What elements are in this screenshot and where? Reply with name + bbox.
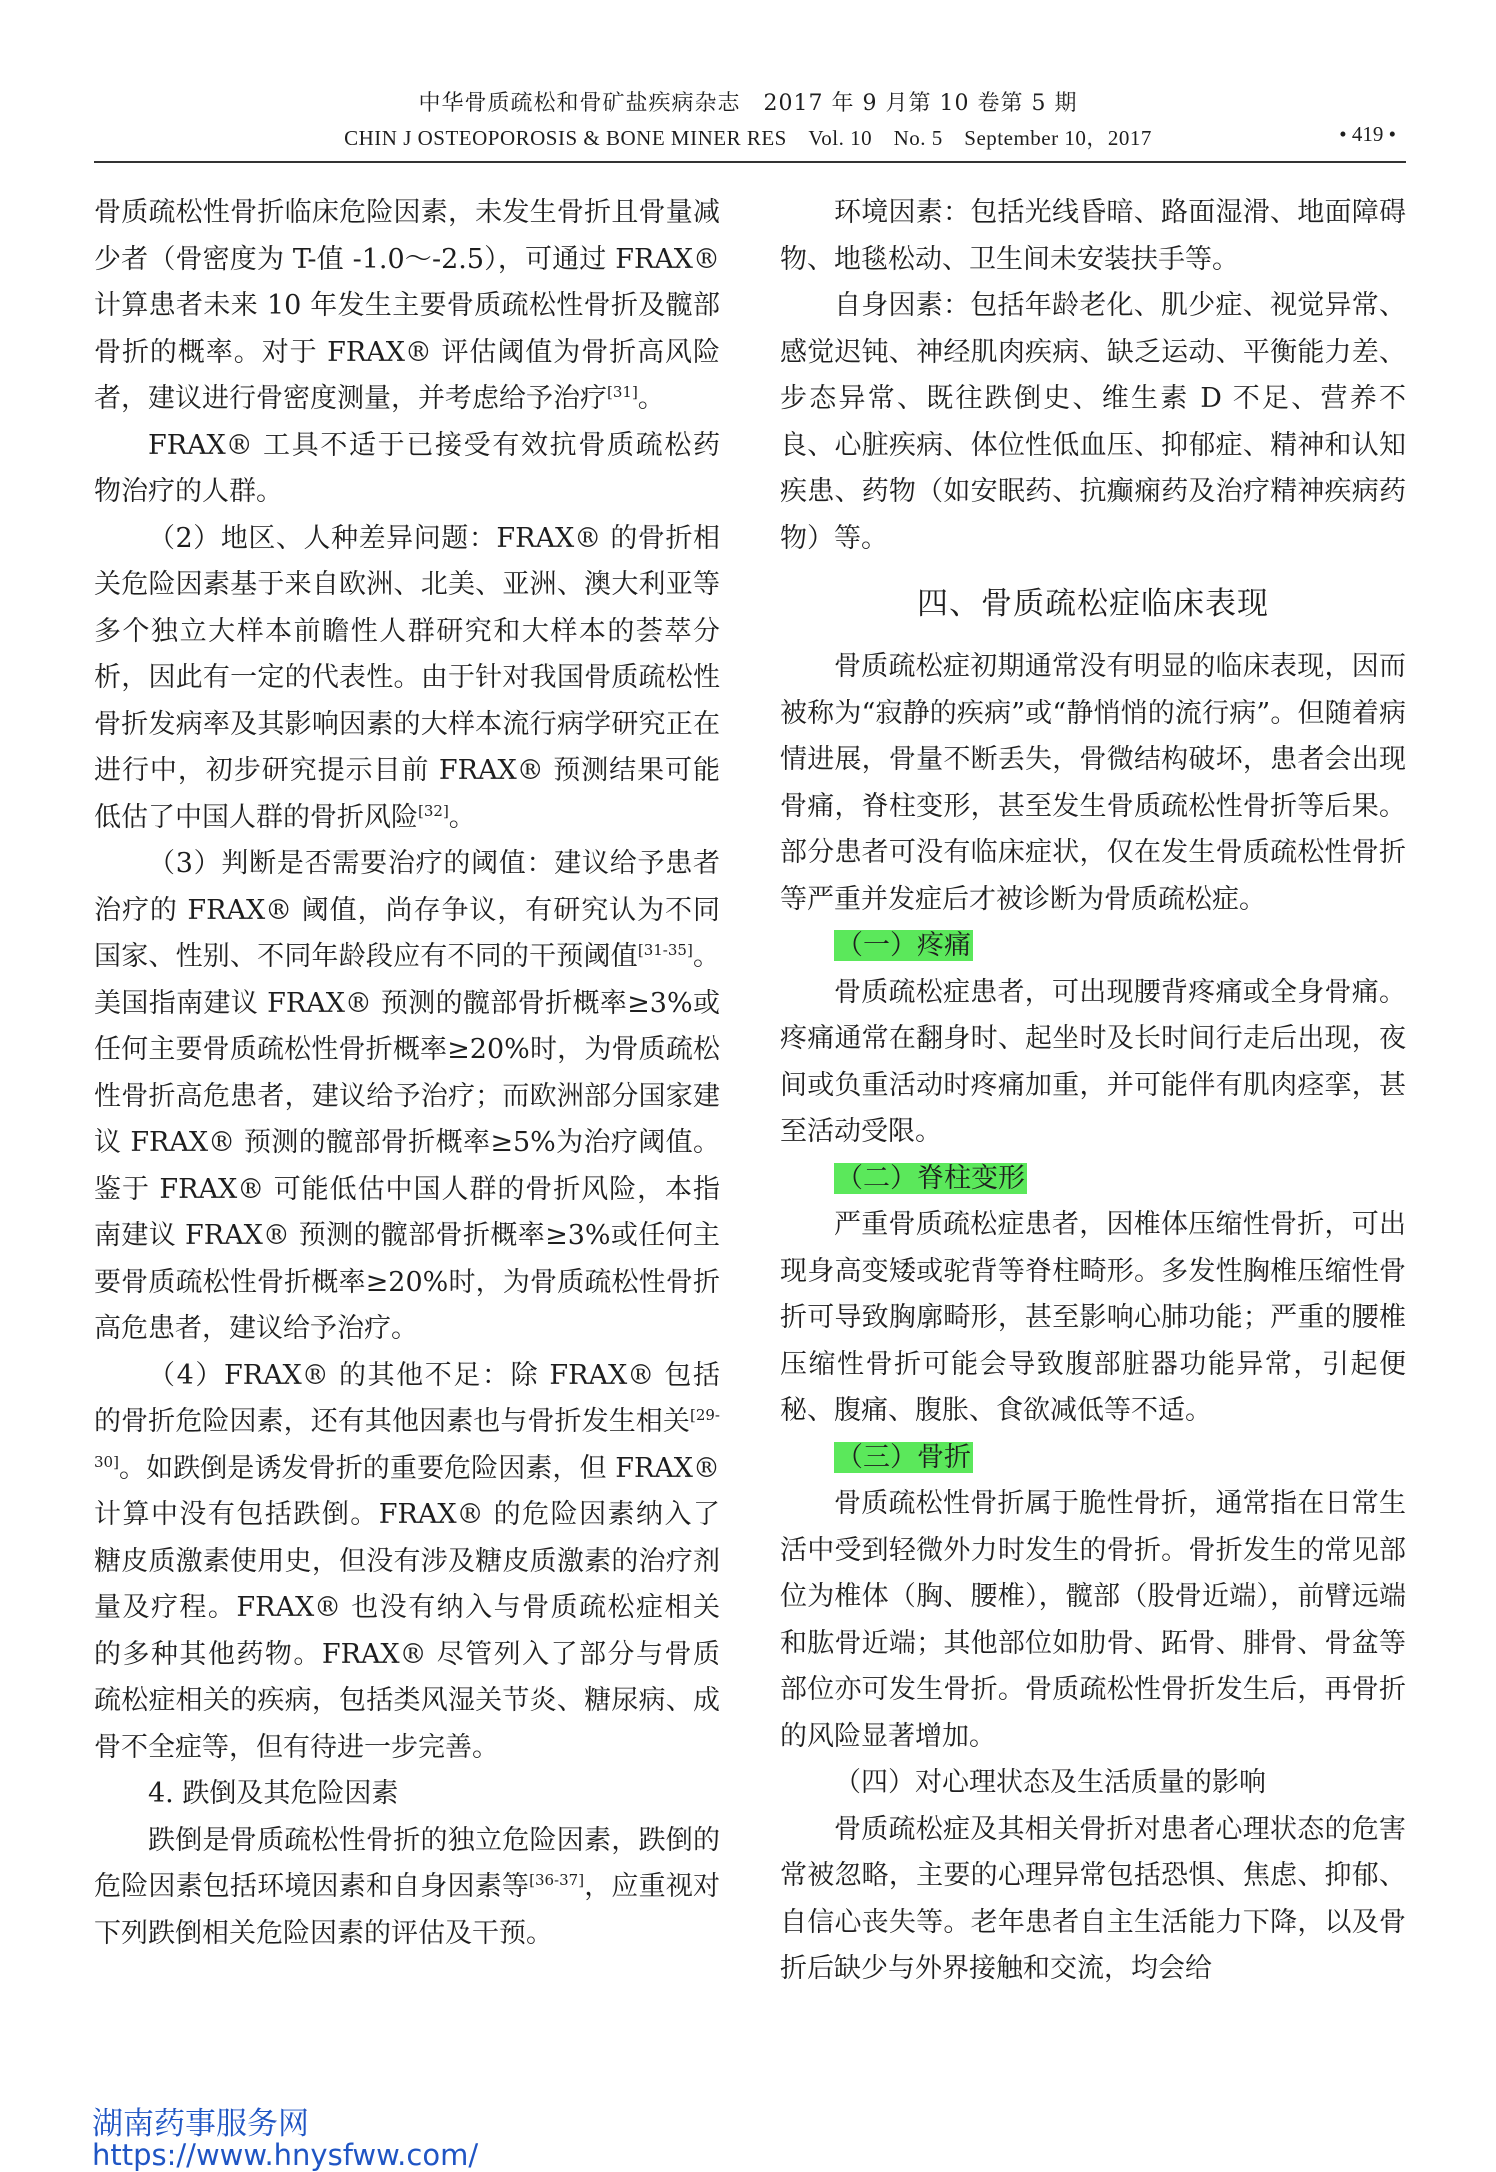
left-column [94, 190, 720, 1957]
journal-title-cn: 中华骨质疏松和骨矿盐疾病杂志 2017 年 9 月第 10 卷第 5 期 [418, 91, 1078, 116]
highlighted-heading: （一）疼痛 [836, 930, 971, 961]
paragraph: 骨质疏松性骨折属于脆性骨折，通常指在日常生活中受到轻微外力时发生的骨折。骨折发生的常见部位为椎体（胸、腰椎），髋部（股骨近端），前臂远端和肱骨近端；其他部位如肋骨、跖骨、腓骨、骨盆等部位亦可发生骨折。骨质疏松性骨折发生后，再骨折的风险显著增加。 [780, 1488, 1406, 1752]
citation: [36-37] [529, 1871, 585, 1889]
section-heading: 4. 跌倒及其危险因素 [148, 1778, 399, 1809]
paragraph-text: ，应重视对下列跌倒相关危险因素的评估及干预。 [94, 1871, 721, 1949]
highlighted-heading: （三）骨折 [836, 1441, 971, 1473]
paragraph-text: 。美国指南建议 FRAX® 预测的髋部骨折概率≥3%或任何主要骨质疏松性骨折概率≥20%时，为骨质疏松性骨折高危患者，建议给予治疗；而欧洲部分国家建议 FRAX® 预测的髋部骨折概率≥5%为治疗阈值。鉴于 FRAX® 可能低估中国人群的骨折风险，本指南建议 FRAX® 预测的髋部骨折概率≥3%或任何主要骨质疏松性骨折概率≥20%时，为骨质疏松性骨折高危患者，建议给予治疗。 [94, 941, 721, 1344]
paragraph: 骨质疏松症患者，可出现腰背疼痛或全身骨痛。疼痛通常在翻身时、起坐时及长时间行走后出现，夜间或负重活动时疼痛加重，并可能伴有肌肉痉挛，甚至活动受限。 [780, 976, 1406, 1147]
right-column [780, 190, 1406, 1993]
watermark-url[interactable]: https://www.hnysfww.com/ [92, 2138, 479, 2172]
paragraph: 骨质疏松症初期通常没有明显的临床表现，因而被称为“寂静的疾病”或“静悄悄的流行病”。但随着病情进展，骨量不断丢失，骨微结构破坏，患者会出现骨痛，脊柱变形，甚至发生骨质疏松性骨折等后果。部分患者可没有临床症状，仅在发生骨质疏松性骨折等严重并发症后才被诊断为骨质疏松症。 [780, 651, 1406, 915]
subsection-heading: （四）对心理状态及生活质量的影响 [834, 1767, 1266, 1798]
paragraph: 严重骨质疏松症患者，因椎体压缩性骨折，可出现身高变矮或驼背等脊柱畸形。多发性胸椎压缩性骨折可导致胸廓畸形，甚至影响心肺功能；严重的腰椎压缩性骨折可能会导致腹部脏器功能异常，引起便秘、腹痛、腹胀、食欲减低等不适。 [780, 1209, 1406, 1426]
citation: [31] [607, 383, 638, 401]
paragraph-text: （4）FRAX® 的其他不足：除 FRAX® 包括的骨折危险因素，还有其他因素也与骨折发生相关 [94, 1359, 720, 1437]
subsection-heading [780, 1435, 1406, 1482]
header-rule [94, 161, 1406, 163]
citation: [32] [418, 801, 449, 820]
paragraph-text: （2）地区、人种差异问题：FRAX® 的骨折相关危险因素基于来自欧洲、北美、亚洲、澳大利亚等多个独立大样本前瞻性人群研究和大样本的荟萃分析，因此有一定的代表性。由于针对我国骨质疏松性骨折发病率及其影响因素的大样本流行病学研究正在进行中，初步研究提示目前 FRAX® 预测结果可能低估了中国人群的骨折风险 [94, 522, 720, 833]
paragraph-text: 。如跌倒是诱发骨折的重要危险因素，但 FRAX® 计算中没有包括跌倒。FRAX® 的危险因素纳入了糖皮质激素使用史，但没有涉及糖皮质激素的治疗剂量及疗程。FRAX® 也没有纳入与骨质疏松症相关的多种其他药物。FRAX® 尽管列入了部分与骨质疏松症相关的疾病，包括类风湿关节炎、糖尿病、成骨不全症等，但有待进一步完善。 [94, 1452, 720, 1763]
paragraph [94, 1353, 720, 1772]
highlighted-heading: （二）脊柱变形 [836, 1162, 1025, 1194]
paragraph [94, 190, 720, 423]
paragraph: 自身因素：包括年龄老化、肌少症、视觉异常、感觉迟钝、神经肌肉疾病、缺乏运动、平衡能力差、步态异常、既往跌倒史、维生素 D 不足、营养不良、心脏疾病、体位性低血压、抑郁症、精神和认知疾患、药物（如安眠药、抗癫痫药及治疗精神疾病药物）等。 [780, 290, 1406, 554]
citation: [31-35] [637, 941, 693, 959]
paragraph-text: 。 [637, 383, 665, 414]
subsection-heading [780, 1156, 1406, 1203]
paragraph [94, 1818, 720, 1958]
paragraph [94, 516, 720, 842]
subsection-heading [780, 923, 1406, 970]
journal-title-en: CHIN J OSTEOPOROSIS & BONE MINER RES Vol. 10 No. 5 September 10，2017 [344, 126, 1152, 150]
paragraph [94, 841, 720, 1353]
page-number: • 419 • [1339, 122, 1396, 146]
section-heading: 四、骨质疏松症临床表现 [917, 586, 1269, 622]
paragraph-text: 骨质疏松性骨折临床危险因素，未发生骨折且骨量减少者（骨密度为 T-值 -1.0～-2.5），可通过 FRAX® 计算患者未来 10 年发生主要骨质疏松性骨折及髋部骨折的概率。对于 FRAX® 评估阈值为骨折高风险者，建议进行骨密度测量，并考虑给予治疗 [94, 197, 720, 414]
paragraph: 骨质疏松症及其相关骨折对患者心理状态的危害常被忽略，主要的心理异常包括恐惧、焦虑、抑郁、自信心丧失等。老年患者自主生活能力下降，以及骨折后缺少与外界接触和交流，均会给 [780, 1813, 1406, 1984]
paragraph: FRAX® 工具不适于已接受有效抗骨质疏松药物治疗的人群。 [94, 429, 720, 507]
paragraph: 环境因素：包括光线昏暗、路面湿滑、地面障碍物、地毯松动、卫生间未安装扶手等。 [780, 197, 1406, 275]
citation: [29-30] [94, 1406, 720, 1471]
paragraph-text: 跌倒是骨质疏松性骨折的独立危险因素，跌倒的危险因素包括环境因素和自身因素等 [94, 1824, 720, 1902]
paragraph-text: （3）判断是否需要治疗的阈值：建议给予患者治疗的 FRAX® 阈值，尚存争议，有研究认为不同国家、性别、不同年龄段应有不同的干预阈值 [94, 848, 720, 972]
watermark-name: 湖南药事服务网 [92, 2106, 309, 2142]
paragraph-text: 。 [448, 801, 476, 833]
